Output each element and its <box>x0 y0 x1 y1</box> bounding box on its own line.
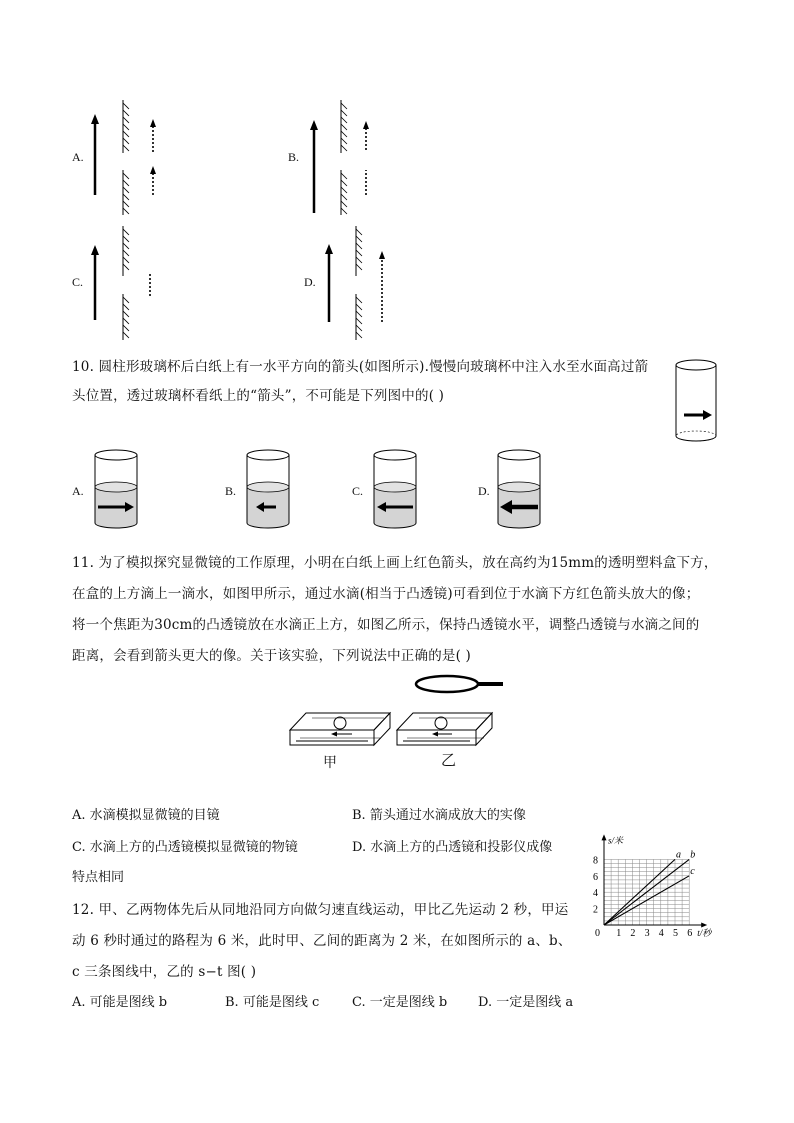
chart-x-tick-label: 6 <box>687 928 693 939</box>
q9-option-d-label: D. <box>304 275 316 289</box>
chart-y-axis-label: s/米 <box>608 835 624 846</box>
chart-series-label-c: c <box>690 865 695 877</box>
chart-y-tick-label: 6 <box>593 871 598 883</box>
chart-series-label-a: a <box>676 849 681 861</box>
chart-y-tick-label: 2 <box>593 904 598 916</box>
q11-option-a[interactable]: A. 水滴模拟显微镜的目镜 <box>72 808 220 823</box>
q10-option-c-label: C. <box>352 484 364 498</box>
chart-x-axis-arrow <box>701 923 707 928</box>
q12-option-b[interactable]: B. 可能是图线 c <box>225 995 320 1010</box>
q12-stem-line3: c 三条图线中，乙的 s−t 图( ) <box>72 964 257 980</box>
chart-x-tick-label: 2 <box>630 928 636 939</box>
q11-figure-label-jia: 甲 <box>323 755 337 771</box>
q12-stem-line1: 12. 甲、乙两物体先后从同地沿同方向做匀速直线运动，甲比乙先运动 2 秒，甲运 <box>72 902 569 918</box>
q12-option-d[interactable]: D. 一定是图线 a <box>478 995 574 1010</box>
chart-y-tick-label: 4 <box>593 888 598 900</box>
q11-option-c[interactable]: C. 水滴上方的凸透镜模拟显微镜的物镜 <box>72 840 298 855</box>
q10-option-a-label: A. <box>72 484 84 498</box>
q11-stem-line4: 距离，会看到箭头更大的像。关于该实验，下列说法中正确的是( ) <box>72 648 472 664</box>
q11-stem-line1: 11. 为了模拟探究显微镜的工作原理，小明在白纸上画上红色箭头，放在高约为15mm的透明塑料盒下方， <box>72 555 718 571</box>
chart-x-tick-label: 4 <box>658 928 664 939</box>
chart-x-tick-label: 3 <box>644 928 650 939</box>
q10-option-d-label: D. <box>478 484 490 498</box>
chart-y-tick-label: 8 <box>593 855 598 867</box>
chart-x-axis-label: t/秒 <box>697 928 712 938</box>
q11-figure-label-yi: 乙 <box>441 751 457 769</box>
q11-option-b[interactable]: B. 箭头通过水滴成放大的实像 <box>352 808 526 823</box>
q12-option-a[interactable]: A. 可能是图线 b <box>72 995 168 1010</box>
chart-series-label-b: b <box>690 849 696 861</box>
q11-option-d-continued: 特点相同 <box>72 870 125 885</box>
q10-stem-line1: 10. 圆柱形玻璃杯后白纸上有一水平方向的箭头(如图所示).慢慢向玻璃杯中注入水至水面高过箭 <box>72 359 649 375</box>
chart-x-tick-label: 5 <box>673 928 678 939</box>
q9-option-c-label: C. <box>72 275 84 289</box>
q11-stem-line2: 在盒的上方滴上一滴水，如图甲所示，通过水滴(相当于凸透镜)可看到位于水滴下方红色箭头放大的像； <box>72 586 700 602</box>
q10-option-b-label: B. <box>225 484 237 498</box>
q9-option-a-label: A. <box>72 150 84 164</box>
q12-option-c[interactable]: C. 一定是图线 b <box>352 995 448 1010</box>
chart-x-tick-label: 1 <box>616 928 622 939</box>
chart-x-tick-label: 0 <box>595 928 600 939</box>
q11-stem-line3: 将一个焦距为30cm的凸透镜放在水滴正上方，如图乙所示，保持凸透镜水平，调整凸透镜与水滴之间的 <box>72 617 700 633</box>
q10-stem-line2: 头位置，透过玻璃杯看纸上的“箭头”，不可能是下列图中的( ) <box>72 388 445 404</box>
q12-stem-line2: 动 6 秒时通过的路程为 6 米，此时甲、乙间的距离为 2 米，在如图所示的 a、b、 <box>72 933 572 949</box>
chart-y-axis-arrow <box>602 834 607 840</box>
q9-option-b-label: B. <box>288 150 300 164</box>
q11-option-d[interactable]: D. 水滴上方的凸透镜和投影仪成像 <box>352 840 553 855</box>
